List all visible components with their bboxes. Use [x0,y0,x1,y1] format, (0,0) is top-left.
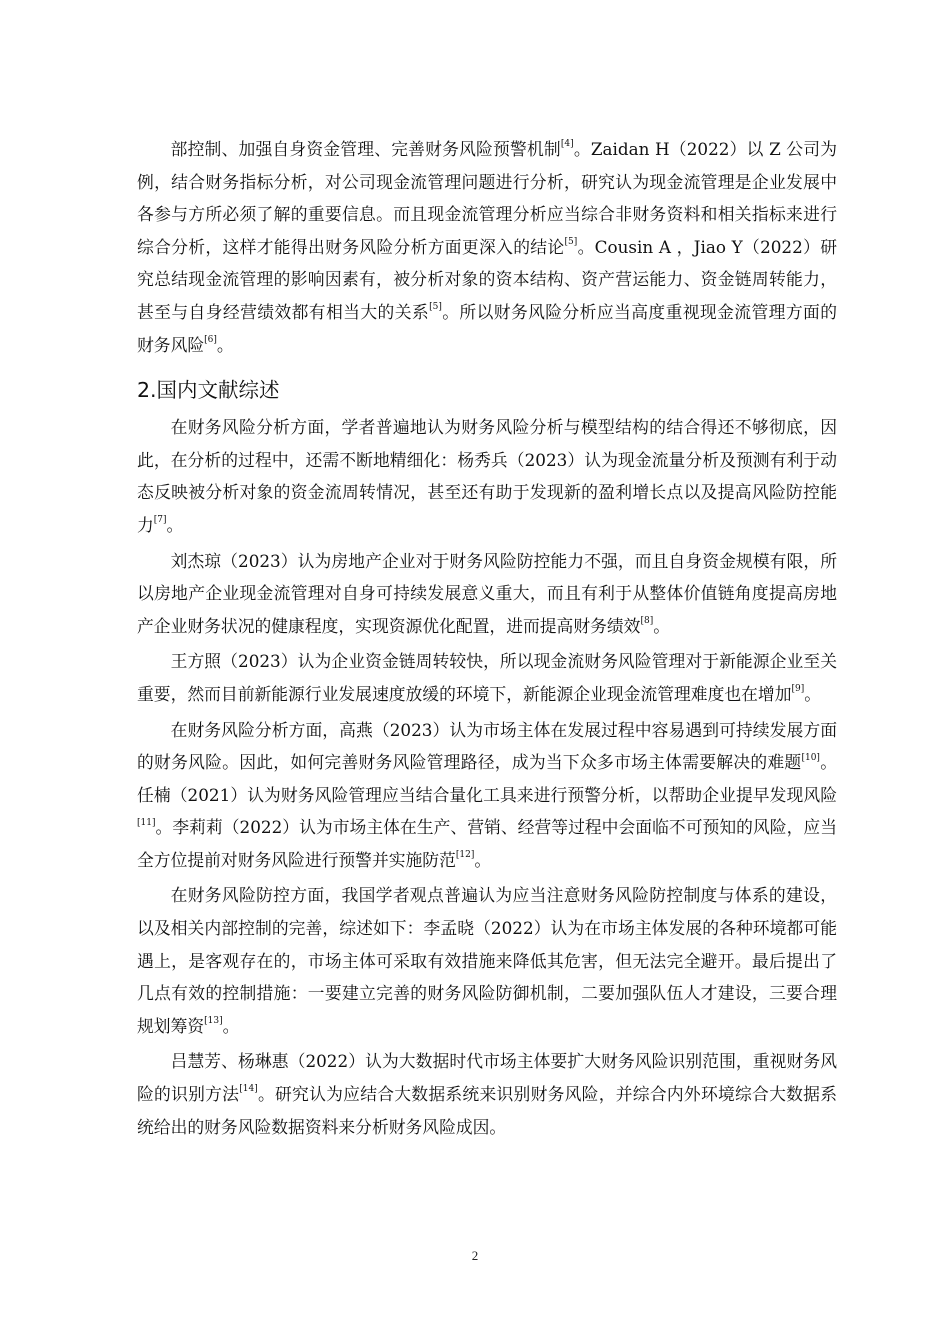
citation-marker: [10] [801,752,820,763]
paragraph-text: 。 [166,514,184,535]
citation-marker: [9] [791,684,805,695]
paragraph-text: 。 [653,615,670,636]
paragraph-text: 在财务风险分析方面，学者普遍地认为财务风险分析与模型结构的结合得还不够彻底，因此，在分析的过程中，还需不断地精细化：杨秀兵（2023）认为现金流量分析及预测有利于动态反映被分析对象的资金流周转情况，甚至还有助于发现新的盈利增长点以及提高风险防控能力 [137,417,837,535]
paragraph-text: 。 [222,1015,240,1036]
body-paragraph [137,545,837,643]
paragraph-text: 吕慧芳、杨琳惠（2022）认为大数据时代市场主体要扩大财务风险识别范围，重视财务风险的识别方法 [137,1051,837,1105]
body-paragraph [137,1045,837,1143]
paragraph-text: 。所以财务风险分析应当高度重视现金流管理方面的财务风险 [137,301,837,355]
paragraph-text: 。任楠（2021）认为财务风险管理应当结合量化工具来进行预警分析，以帮助企业提早发现风险 [137,752,837,805]
citation-marker: [8] [640,616,654,627]
section-heading: 2.国内文献综述 [137,378,280,403]
body-paragraph [137,879,837,1042]
paragraph-text: 。 [216,334,234,355]
paragraph-text: 。 [804,683,822,704]
paragraph-text: 刘杰琼（2023）认为房地产企业对于财务风险防控能力不强，而且自身资金规模有限，所以房地产企业现金流管理对自身可持续发展意义重大，而且有利于从整体价值链角度提高房地产企业财务状况的健康程度，实现资源优化配置，进而提高财务绩效 [137,550,837,636]
paragraphs-before-heading [137,133,837,361]
citation-marker: [13] [204,1016,223,1027]
page-content [137,133,837,1146]
page-number: 2 [471,1248,479,1263]
paragraph-text: 。 [474,849,492,870]
paragraph-text: 部控制、加强自身资金管理、完善财务风险预警机制 [170,139,561,159]
citation-marker: [4] [560,139,574,150]
body-paragraph [137,714,837,877]
citation-marker: [11] [137,817,156,828]
body-paragraph [137,133,837,361]
paragraph-text: 。Zaidan H（2022）以 Z 公司为例，结合财务指标分析，对公司现金流管理问题进行分析，研究认为现金流管理是企业发展中各参与方所必须了解的重要信息。而且现金流管理分析应当综合非财务资料和相关指标来进行综合分析，这样才能得出财务风险分析方面更深入的结论 [137,139,837,257]
paragraph-text: 。研究认为应结合大数据系统来识别财务风险，并综合内外环境综合大数据系统给出的财务风险数据资料来分析财务风险成因。 [137,1084,837,1137]
paragraph-text: 在财务风险分析方面，高燕（2023）认为市场主体在发展过程中容易遇到可持续发展方面的财务风险。因此，如何完善财务风险管理路径，成为当下众多市场主体需要解决的难题 [137,719,837,773]
citation-marker: [5] [429,302,442,313]
citation-marker: [12] [455,850,475,861]
paragraph-text: 在财务风险防控方面，我国学者观点普遍认为应当注意财务风险防控制度与体系的建设，以及相关内部控制的完善，综述如下：李孟晓（2022）认为在市场主体发展的各种环境都可能遇上，是客观存在的，市场主体可采取有效措施来降低其危害，但无法完全避开。最后提出了几点有效的控制措施：一要建立完善的财务风险防御机制，二要加强队伍人才建设，三要合理规划筹资 [137,885,837,1036]
citation-marker: [14] [239,1084,258,1095]
citation-marker: [7] [153,515,167,526]
paragraph-text: 。Cousin A ，Jiao Y（2022）研究总结现金流管理的影响因素有，被分析对象的资本结构、资产营运能力、资金链周转能力，甚至与自身经营绩效都有相当大的关系 [137,236,837,322]
citation-marker: [6] [204,334,217,345]
body-paragraph [137,411,837,541]
citation-marker: [5] [564,237,578,248]
paragraphs-after-heading [137,411,837,1143]
body-paragraph [137,645,837,710]
paragraph-text: 。李莉莉（2022）认为市场主体在生产、营销、经营等过程中会面临不可预知的风险，应当全方位提前对财务风险进行预警并实施防范 [137,817,837,870]
paragraph-text: 王方照（2023）认为企业资金链周转较快，所以现金流财务风险管理对于新能源企业至关重要，然而目前新能源行业发展速度放缓的环境下，新能源企业现金流管理难度也在增加 [137,651,837,704]
